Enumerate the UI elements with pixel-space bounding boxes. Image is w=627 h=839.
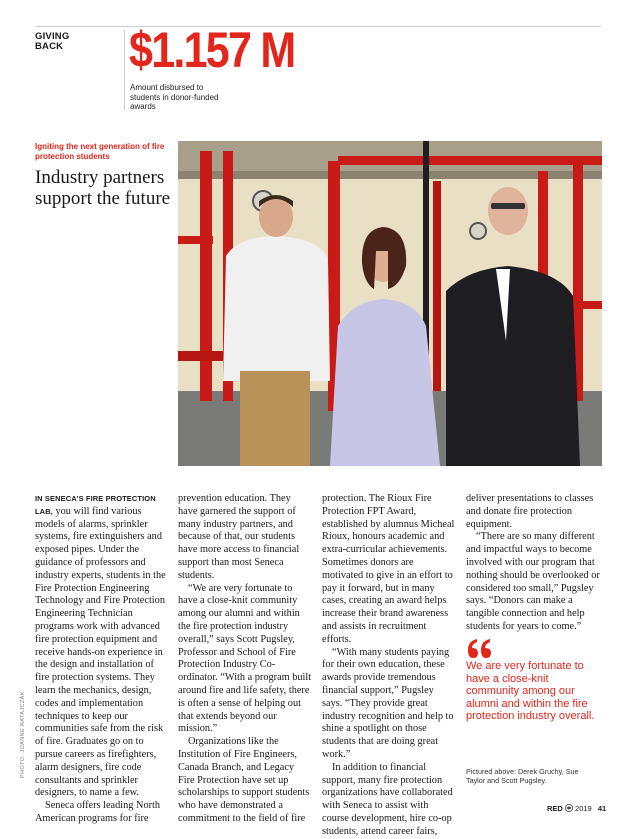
photo-caption: Pictured above: Derek Gruchy, Sue Taylor and Scott Pugsley.	[466, 767, 579, 785]
body-paragraph: deliver presentations to classes and donate fire protection equipment.	[466, 493, 594, 530]
stat-value: $1.157 M	[129, 22, 295, 78]
body-column-2	[178, 493, 312, 826]
body-paragraph: “We are very fortunate to have a close-knit community among our alumni and within the fire protection industry overall,” says Scott Pugsley, Professor and School of Fire Protection Industry Co-ordinator. “With a program built around fire and life safety, there is often a sense of helping out that extends beyond our mission.”	[178, 582, 312, 735]
body-paragraph: “There are so many different and impactful ways to become involved with our program that nothing should be overlooked or considered too small,” Pugsley says. “Donors can make a tangible connection and help students for years to come.”	[466, 531, 600, 632]
stat-caption: Amount disbursed to students in donor-funded awards	[130, 83, 219, 111]
feature-photo	[178, 141, 602, 466]
paragraph-text: you will find various models of alarms, sprinkler systems, fire extinguishers and exposed pipes. Under the guidance of professors and industry experts, students in the Fire Protection Engineering Technology and Fire Protection Engineering Technician programs work with advanced fire protection equipment and receive hands-on experience in the design and installation of fire protection systems. They learn the mechanics, design, codes and implementation techniques to keep our communities safe from the risk of fire. Graduates go on to pursue careers as firefighters, alarm designers, fire code consultants and sprinkler designers, to name a few.	[35, 505, 166, 799]
photo-credit: PHOTO: JOANNE RATAJCZAK	[20, 691, 26, 778]
lead-in: IN SENECA'S FIRE PROTECTION LAB,	[35, 494, 156, 516]
page-number: 41	[597, 804, 607, 813]
maple-leaf-icon	[565, 804, 573, 812]
footer-brand: RED	[547, 804, 563, 813]
body-paragraph: In addition to financial support, many fire protection organizations have collaborated with Seneca to assist with course development, hire co-op students, attend career fairs,	[322, 761, 453, 837]
body-paragraph: Seneca offers leading North American programs for fire	[35, 800, 161, 824]
stat-divider	[124, 30, 125, 110]
top-rule	[35, 26, 601, 27]
footer-year: 2019	[575, 804, 592, 813]
body-column-1	[35, 493, 169, 826]
body-paragraph	[35, 493, 169, 800]
feature-photo-illustration	[178, 141, 602, 466]
section-label-line1: GIVING	[35, 31, 70, 42]
body-column-4	[466, 493, 600, 634]
page-footer	[547, 804, 606, 813]
body-column-3	[322, 493, 456, 839]
body-paragraph: protection. The Rioux Fire Protection FPT Award, established by alumnus Micheal Rioux, honours academic and extra-curricular achievements. Sometimes donors are motivated to give in an effort to pay it forward, but in many cases, creating an award helps increase their brand awareness and assists in recruitment efforts.	[322, 493, 455, 645]
pull-quote: We are very fortunate to have a close-knit community among our alumni and within the fire protection industry overall.	[466, 660, 595, 723]
section-label-line2: BACK	[35, 41, 64, 52]
article-headline: Industry partners support the future	[35, 167, 171, 209]
body-paragraph: Organizations like the Institution of Fire Engineers, Canada Branch, and Legacy Fire Protection have set up scholarships to support students who have demonstrated a commitment to the field of fire	[178, 736, 310, 824]
body-paragraph: “With many students paying for their own education, these awards provide tremendous financial support,” Pugsley says. “They provide great industry recognition and help to shine a spotlight on those students that are doing great work.”	[322, 646, 454, 760]
section-label	[35, 32, 69, 52]
body-paragraph: prevention education. They have garnered the support of many industry partners, and because of that, our students have more access to financial support than most Seneca students.	[178, 493, 300, 581]
article-kicker: Igniting the next generation of fire protection students	[35, 142, 165, 161]
